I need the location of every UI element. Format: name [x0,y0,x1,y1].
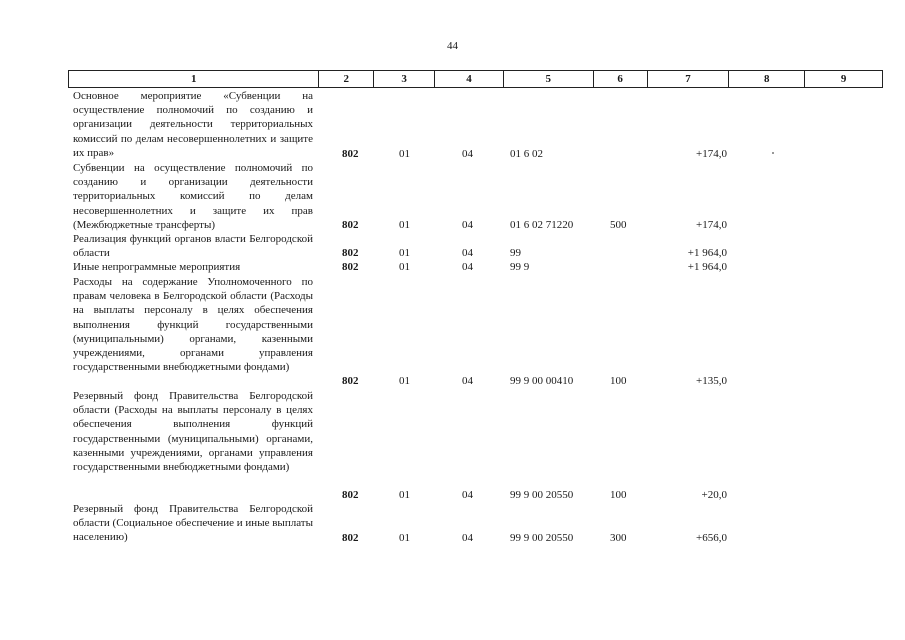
row-7-col-7: +656,0 [696,532,727,544]
row-2-col-2: 802 [342,219,359,231]
row-1-col-4: 04 [462,148,473,160]
header-col-2: 2 [319,71,374,87]
row-3-col-3: 01 [399,247,410,259]
row-2-col-6: 500 [610,219,627,231]
row-7-description: Резервный фонд Правительства Белгородской области (Социальное обеспечение и иные выплаты населению) [73,503,313,544]
row-7-col-6: 300 [610,532,627,544]
row-1-col-7: +174,0 [696,148,727,160]
row-6-col-3: 01 [399,489,410,501]
row-5-col-5: 99 9 00 00410 [510,375,574,387]
header-col-3: 3 [374,71,435,87]
row-6-col-7: +20,0 [701,489,727,501]
row-3-col-2: 802 [342,247,359,259]
speck-mark [772,152,774,154]
row-3-col-5: 99 [510,247,521,259]
row-2-col-4: 04 [462,219,473,231]
row-7-col-3: 01 [399,532,410,544]
row-3-col-7: +1 964,0 [687,247,727,259]
row-1-description: Основное мероприятие «Субвенции на осуществление полномочий по созданию и организации деятельности территориальных комиссий по делам несовершеннолетних и защите их прав» [73,90,313,159]
table-header [68,70,883,88]
row-5-col-3: 01 [399,375,410,387]
header-col-1: 1 [69,71,319,87]
row-6-description: Резервный фонд Правительства Белгородской области (Расходы на выплаты персоналу в целях обеспечения выполнения функций государственными (муниципальными) органами, казенными учреждениями, органами управления государственными внебюджетными фондами) [73,390,313,474]
row-5-description: Расходы на содержание Уполномоченного по правам человека в Белгородской области (Расходы на выплаты персоналу в целях обеспечения выполнения функций государственными (муниципальными) органами, казенными учреждениями, органами управления государственными внебюджетными фондами) [73,276,313,374]
row-1-col-5: 01 6 02 [510,148,543,160]
row-2-col-5: 01 6 02 71220 [510,219,574,231]
row-5-col-2: 802 [342,375,359,387]
row-5-col-7: +135,0 [696,375,727,387]
row-1-col-2: 802 [342,148,359,160]
header-col-4: 4 [435,71,504,87]
header-col-6: 6 [594,71,648,87]
row-3-col-4: 04 [462,247,473,259]
row-6-col-5: 99 9 00 20550 [510,489,574,501]
header-col-8: 8 [729,71,805,87]
row-2-description: Субвенции на осуществление полномочий по созданию и организации деятельности территориальных комиссий по делам несовершеннолетних и защите их прав (Межбюджетные трансферты) [73,162,313,231]
header-col-5: 5 [504,71,594,87]
row-6-col-6: 100 [610,489,627,501]
row-4-description: Иные непрограммные мероприятия [73,261,241,273]
header-col-9: 9 [840,73,847,85]
row-5-col-6: 100 [610,375,627,387]
row-4-col-2: 802 [342,261,359,273]
page-number: 44 [447,40,458,52]
row-4-col-7: +1 964,0 [687,261,727,273]
row-4-col-3: 01 [399,261,410,273]
row-5-col-4: 04 [462,375,473,387]
row-6-col-2: 802 [342,489,359,501]
row-4-col-5: 99 9 [510,261,530,273]
row-1-col-3: 01 [399,148,410,160]
row-7-col-5: 99 9 00 20550 [510,532,574,544]
row-7-col-2: 802 [342,532,359,544]
row-7-col-4: 04 [462,532,473,544]
header-col-7: 7 [648,71,730,87]
row-4-col-4: 04 [462,261,473,273]
row-3-description: Реализация функций органов власти Белгородской области [73,233,313,260]
row-2-col-7: +174,0 [696,219,727,231]
row-2-col-3: 01 [399,219,410,231]
row-6-col-4: 04 [462,489,473,501]
